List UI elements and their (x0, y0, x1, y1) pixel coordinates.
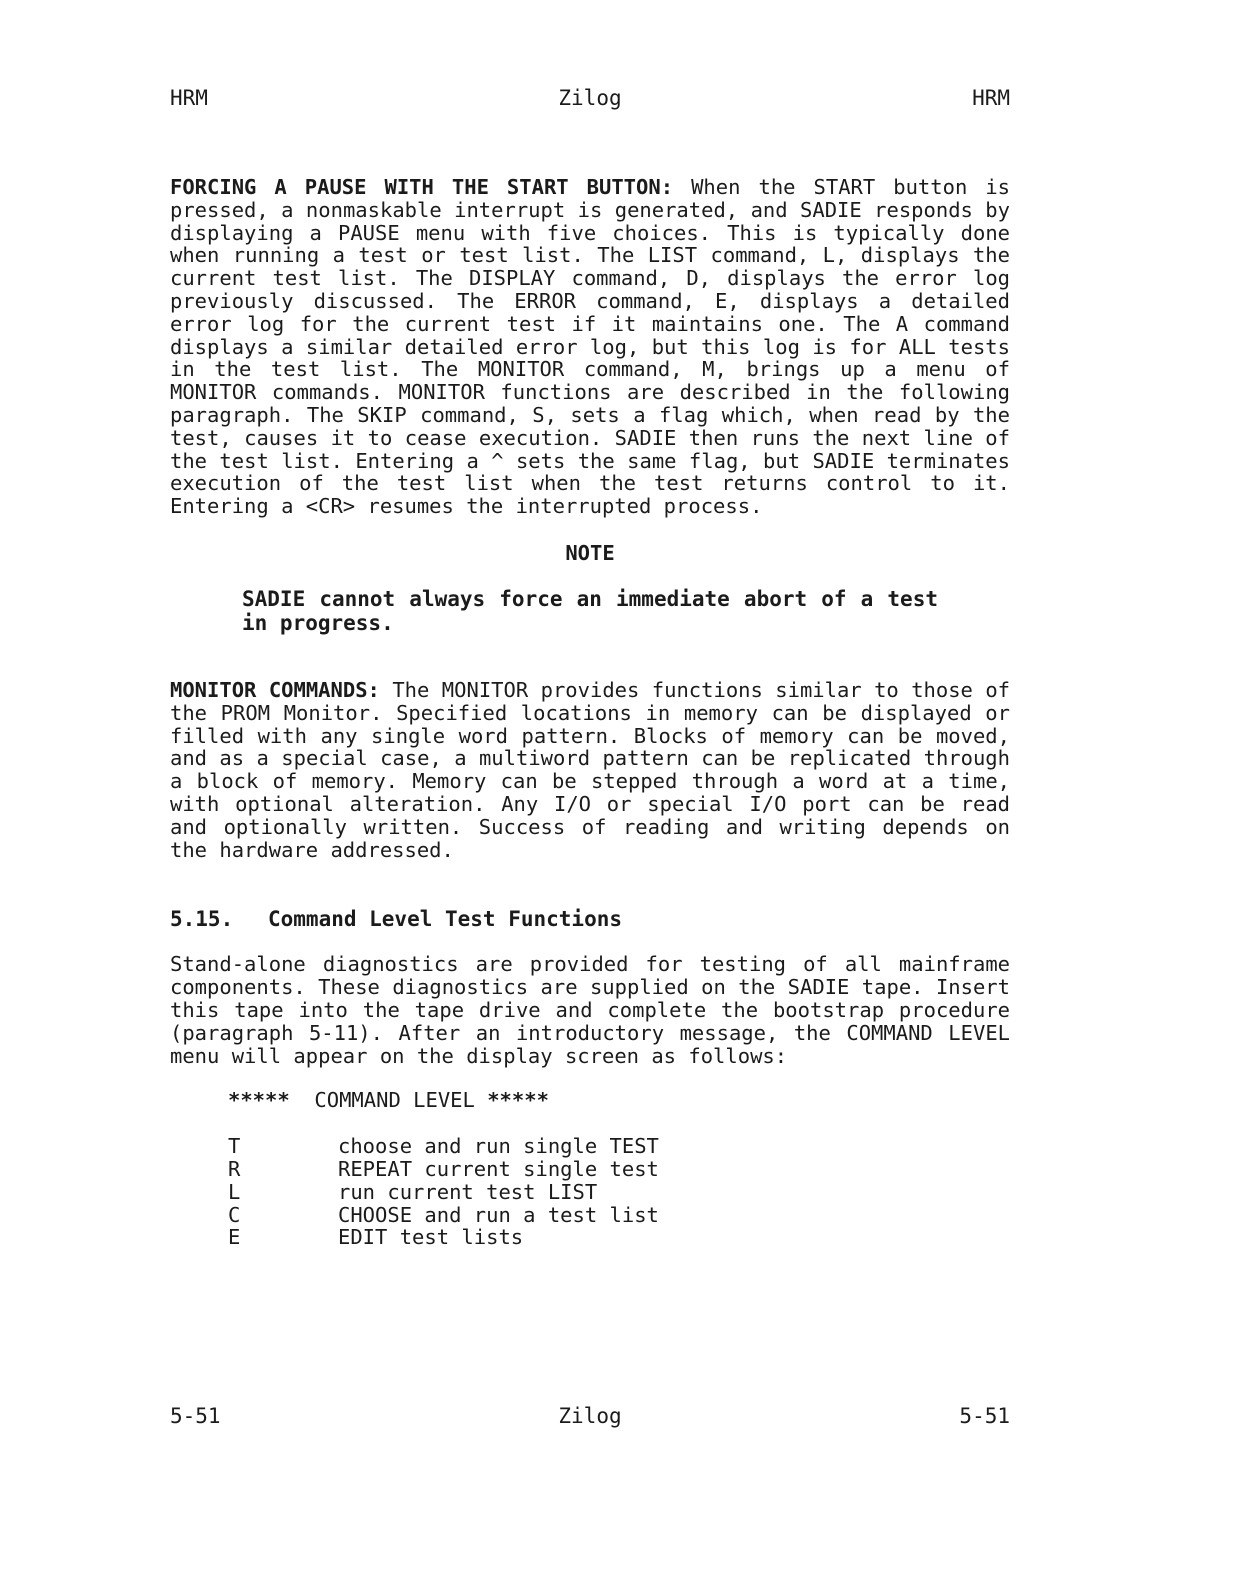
footer-left: 5-51 (170, 1404, 221, 1428)
menu-item (228, 1226, 1010, 1249)
menu-item-desc: EDIT test lists (338, 1225, 524, 1250)
menu-title-line (228, 1089, 1010, 1112)
menu-item-desc: REPEAT current single test (338, 1156, 659, 1181)
footer-center: Zilog (558, 1404, 622, 1428)
menu-item-key: L (228, 1179, 241, 1204)
menu-item-desc: CHOOSE and run a test list (338, 1202, 659, 1227)
command-level-menu (170, 1089, 1010, 1249)
menu-item (228, 1135, 1010, 1158)
menu-item-key: C (228, 1202, 241, 1227)
menu-stars-right: ***** (487, 1088, 549, 1113)
paragraph-pause-text: When the START button is pressed, a nonmaskable interrupt is generated, and SADIE responds by displaying a PAUSE menu with five choices. This is typically done when running a test or test list. The LIST command, L, displays the current test list. The DISPLAY command, D, displays the error log previously discussed. The ERROR command, E, displays a detailed error log for the current test if it maintains one. The A command displays a similar detailed error log, but this log is for ALL tests in the test list. The MONITOR command, M, brings up a menu of MONITOR commands. MONITOR functions are described in the following paragraph. The SKIP command, S, sets a flag which, when read by the test, causes it to cease execution. SADIE then runs the next line of the test list. Entering a ^ sets the same flag, but SADIE terminates execution of the test list when the test returns control to it. Entering a <CR> resumes the interrupted process. (170, 175, 1011, 519)
menu-item-key: T (228, 1134, 241, 1159)
section-heading (170, 907, 1010, 931)
section-number: 5.15. (170, 907, 234, 932)
note-text: SADIE cannot always force an immediate abort of a test in progress. (242, 586, 938, 635)
paragraph-command-level: Stand-alone diagnostics are provided for testing of all mainframe components. These diagnostics are supplied on the SADIE tape. Insert this tape into the tape drive and complete the bootstrap procedure (paragraph 5-11). After an introductory message, the COMMAND LEVEL menu will appear on the display screen as follows: (170, 952, 1010, 1068)
paragraph-monitor-lead: MONITOR COMMANDS: (170, 677, 380, 702)
menu-item (228, 1204, 1010, 1227)
header-center: Zilog (558, 86, 622, 110)
paragraph-monitor (170, 679, 1010, 861)
menu-item-desc: choose and run single TEST (338, 1134, 659, 1159)
page-body (170, 176, 1010, 1249)
menu-item (228, 1181, 1010, 1204)
paragraph-pause-lead: FORCING A PAUSE WITH THE START BUTTON: (170, 175, 674, 199)
header-left: HRM (170, 86, 208, 110)
menu-item-key: E (228, 1225, 241, 1250)
menu-item (228, 1158, 1010, 1181)
menu-title: COMMAND LEVEL (314, 1088, 475, 1113)
paragraph-pause (170, 176, 1010, 518)
footer-right: 5-51 (959, 1404, 1010, 1428)
note-title: NOTE (565, 540, 615, 565)
menu-item-key: R (228, 1156, 241, 1181)
paragraph-monitor-text: The MONITOR provides functions similar to those of the PROM Monitor. Specified locations in memory can be displayed or filled with any single word pattern. Blocks of memory can be moved, and as a special case, a multiword pattern can be replicated through a block of memory. Memory can be stepped through a word at a time, with optional alteration. Any I/O or special I/O port can be read and optionally written. Success of reading and writing depends on the hardware addressed. (170, 677, 1011, 862)
menu-item-desc: run current test LIST (338, 1179, 598, 1204)
section-title: Command Level Test Functions (268, 907, 623, 932)
menu-stars-left: ***** (228, 1088, 290, 1113)
header-right: HRM (972, 86, 1010, 110)
